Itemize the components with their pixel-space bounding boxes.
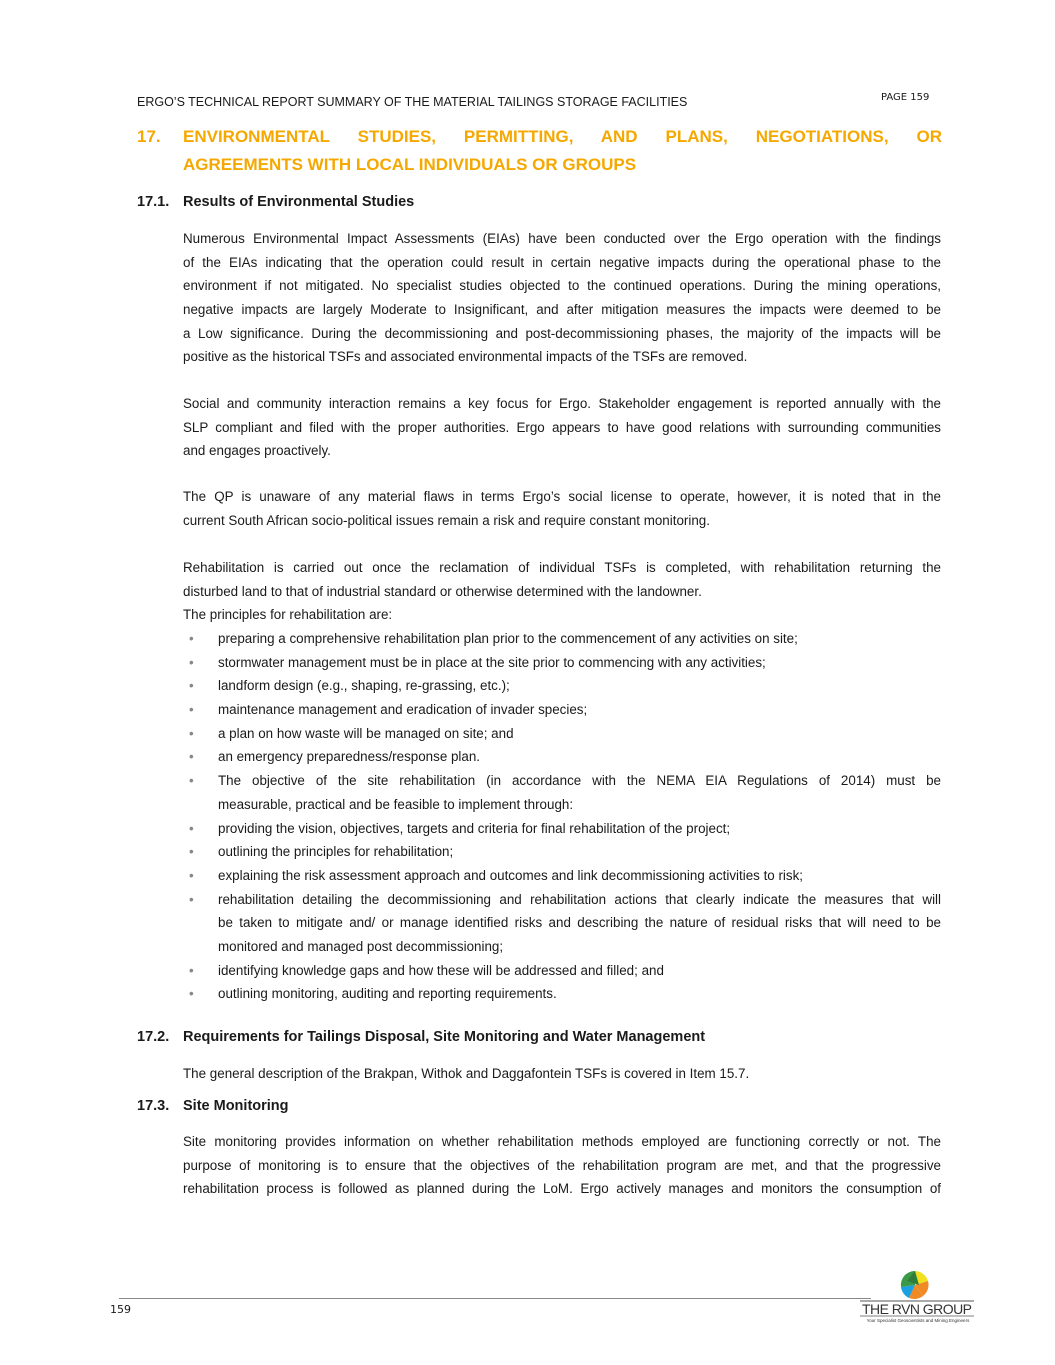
logo-globe-icon [858, 1268, 978, 1324]
list-item-text: rehabilitation detailing the decommissioning and rehabilitation actions that clearly indicate the measures that will [218, 891, 941, 907]
list-item-text: monitored and managed post decommissioning; [218, 938, 504, 954]
list-item-text: explaining the risk assessment approach and outcomes and link decommissioning activities to risk; [218, 867, 804, 883]
subsection-number: 17.1. [137, 194, 170, 210]
bullet-icon: • [189, 867, 194, 883]
text-line: negative impacts are largely Moderate to Insignificant, and after mitigation measures the impacts were deemed to be [183, 302, 941, 318]
list-item-text: preparing a comprehensive rehabilitation plan prior to the commencement of any activities on site; [218, 631, 798, 646]
list-item [183, 888, 941, 959]
list-item-text: outlining monitoring, auditing and reporting requirements. [218, 986, 557, 1002]
list-item [183, 769, 941, 816]
list-item-text: be taken to mitigate and/ or manage identified risks and describing the nature of residual risks that will need to be [218, 915, 941, 931]
footer-page-number: 159 [110, 1303, 131, 1316]
svg-text:Your Specialist Geoscientists: Your Specialist Geoscientists and Mining Engineers [866, 1318, 970, 1323]
list-item-text: a plan on how waste will be managed on site; and [218, 725, 514, 741]
list-item-text: The objective of the site rehabilitation (in accordance with the NEMA EIA Regulations of 2014) must be [218, 773, 941, 789]
text-line: The general description of the Brakpan, Withok and Daggafontein TSFs is covered in Item 15.7. [183, 1066, 750, 1081]
paragraph [183, 1062, 941, 1086]
section-title-line2: AGREEMENTS WITH LOCAL INDIVIDUALS OR GROUPS [183, 155, 637, 174]
subsection-title: Site Monitoring [183, 1098, 289, 1114]
bullet-icon: • [189, 702, 194, 718]
list-item [183, 651, 941, 675]
text-line: Rehabilitation is carried out once the reclamation of individual TSFs is completed, with rehabilitation returning the [183, 560, 941, 575]
bullet-icon: • [189, 725, 194, 741]
list-item-text: measurable, practical and be feasible to implement through: [218, 796, 574, 812]
paragraph [183, 485, 941, 532]
text-line: Numerous Environmental Impact Assessments (EIAs) have been conducted over the Ergo operation with the findings [183, 231, 941, 246]
list-item-text: providing the vision, objectives, targets and criteria for final rehabilitation of the project; [218, 820, 731, 836]
svg-text:THE RVN GROUP: THE RVN GROUP [862, 1301, 972, 1317]
section-number: 17. [137, 127, 161, 146]
bullet-icon: • [189, 891, 194, 907]
text-line: Social and community interaction remains a key focus for Ergo. Stakeholder engagement is reported annually with the [183, 396, 941, 411]
bullet-icon: • [189, 654, 194, 670]
subsection-number: 17.2. [137, 1029, 170, 1045]
text-line: positive as the historical TSFs and associated environmental impacts of the TSFs are removed. [183, 349, 748, 365]
text-line: current South African socio-political issues remain a risk and require constant monitoring. [183, 512, 710, 528]
rvn-group-logo [858, 1268, 978, 1329]
text-line: and engages proactively. [183, 443, 331, 459]
subsection-title: Results of Environmental Studies [183, 194, 415, 210]
list-item-text: landform design (e.g., shaping, re-grassing, etc.); [218, 678, 510, 694]
bullet-icon: • [189, 773, 194, 789]
list-item [183, 959, 941, 983]
bullet-icon: • [189, 820, 194, 836]
subsection-title: Requirements for Tailings Disposal, Site Monitoring and Water Management [183, 1029, 706, 1045]
list-item [183, 982, 941, 1006]
list-item [183, 817, 941, 841]
paragraph [183, 392, 941, 463]
paragraph [183, 1130, 941, 1201]
list-item [183, 627, 941, 651]
subsection-number: 17.3. [137, 1098, 170, 1114]
text-line: The principles for rehabilitation are: [183, 607, 393, 623]
list-item [183, 840, 941, 864]
bullet-icon: • [189, 678, 194, 694]
list-item [183, 864, 941, 888]
list-item [183, 722, 941, 746]
bullet-icon: • [189, 844, 194, 860]
bullet-list [183, 627, 941, 1006]
text-line: disturbed land to that of industrial standard or otherwise determined with the landowner. [183, 583, 702, 599]
list-item-text: identifying knowledge gaps and how these will be addressed and filled; and [218, 962, 664, 978]
bullet-icon: • [189, 962, 194, 978]
paragraph [183, 227, 941, 369]
header-page-number: PAGE 159 [881, 92, 930, 103]
bullet-icon: • [189, 631, 194, 646]
text-line: Site monitoring provides information on whether rehabilitation methods employed are functioning correctly or not. The [183, 1134, 941, 1149]
section-title-line1: ENVIRONMENTAL STUDIES, PERMITTING, AND PLANS, NEGOTIATIONS, OR [183, 127, 942, 146]
bullet-icon: • [189, 986, 194, 1002]
list-item [183, 745, 941, 769]
list-item-text: maintenance management and eradication of invader species; [218, 702, 588, 718]
footer-divider [119, 1298, 871, 1299]
text-line: purpose of monitoring is to ensure that the objectives of the rehabilitation program are met, and that the progressive [183, 1157, 941, 1173]
running-header: ERGO’S TECHNICAL REPORT SUMMARY OF THE MATERIAL TAILINGS STORAGE FACILITIES [137, 95, 688, 109]
text-line: The QP is unaware of any material flaws in terms Ergo’s social license to operate, however, it is noted that in the [183, 489, 941, 504]
text-line: rehabilitation process is followed as planned during the LoM. Ergo actively manages and monitors the consumption of [183, 1181, 941, 1197]
list-item [183, 674, 941, 698]
list-item [183, 698, 941, 722]
text-line: of the EIAs indicating that the operation could result in certain negative impacts during the operational phase to the [183, 254, 941, 270]
list-item-text: outlining the principles for rehabilitation; [218, 844, 454, 860]
text-line: a Low significance. During the decommissioning and post-decommissioning phases, the majority of the impacts will be [183, 325, 941, 341]
list-item-text: an emergency preparedness/response plan. [218, 749, 481, 765]
text-line: SLP compliant and filed with the proper authorities. Ergo appears to have good relations with surrounding communities [183, 419, 941, 435]
list-item-text: stormwater management must be in place at the site prior to commencing with any activities; [218, 654, 766, 670]
bullet-icon: • [189, 749, 194, 765]
paragraph [183, 556, 941, 627]
text-line: environment if not mitigated. No specialist studies objected to the continued operations. During the mining operations, [183, 278, 941, 294]
